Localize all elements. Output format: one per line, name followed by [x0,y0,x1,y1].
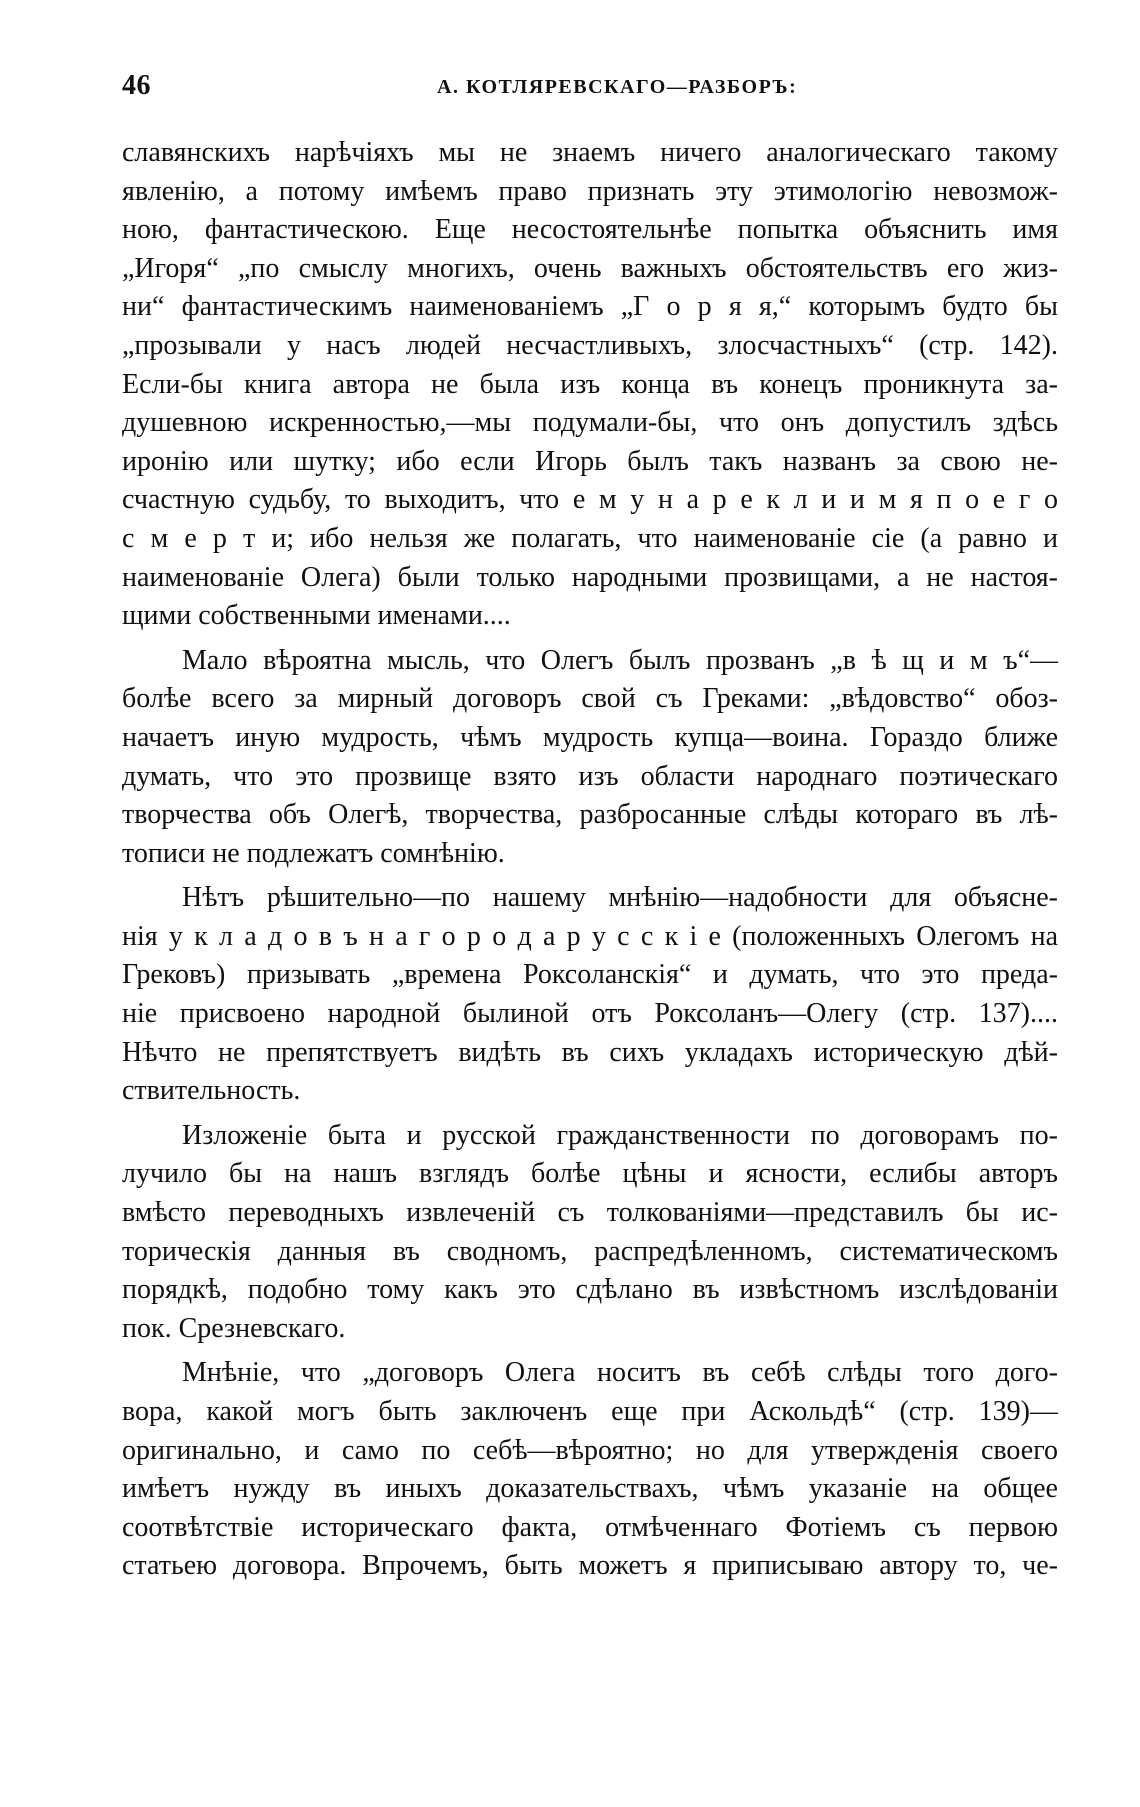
text-line: с м е р т и; ибо нельзя же полагать, что наименованіе сіе (а равно и [122,522,1058,554]
text-line: счастную судьбу, то выходитъ, что е м у н а р е к л и и м я п о е г о [122,484,1058,516]
text-line: вмѣсто переводныхъ извлеченій съ толкованіями—представилъ бы ис- [122,1197,1058,1229]
text-line: Если-бы книга автора не была изъ конца въ конецъ проникнута за- [122,368,1058,400]
text-line: душевною искренностью,—мы подумали-бы, что онъ допустилъ здѣсь [122,407,1058,439]
text-line: Изложеніе быта и русской гражданственности по договорамъ по- [182,1119,1058,1151]
text-line: порядкѣ, подобно тому какъ это сдѣлано въ извѣстномъ изслѣдованіи [122,1274,1058,1306]
paragraph [122,1117,1058,1349]
text-line: ною, фантастическою. Еще несостоятельнѣе попытка объяснить имя [122,214,1058,246]
text-line: нія у к л а д о в ъ н а г о р о д а р у с с к і е (положенныхъ Олегомъ на [122,920,1058,952]
text-line: статьею договора. Впрочемъ, быть можетъ я приписываю автору то, че- [122,1550,1058,1582]
text-line: славянскихъ нарѣчіяхъ мы не знаемъ ничего аналогическаго такому [122,137,1058,168]
text-line: вора, какой могъ быть заключенъ еще при Аскольдѣ“ (стр. 139)— [122,1396,1058,1427]
page-number: 46 [122,70,151,101]
text-line: „Игоря“ „по смыслу многихъ, очень важныхъ обстоятельствъ его жиз- [122,252,1058,284]
text-line: ніе присвоено народной былиной отъ Роксоланъ—Олегу (стр. 137).... [122,998,1058,1030]
running-head: А. КОТЛЯРЕВСКАГО—РАЗБОРЪ: [437,76,798,98]
paragraph [122,134,1058,636]
text-line: оригинально, и само по себѣ—вѣроятно; но для утвержденія своего [122,1434,1058,1466]
text-line: творчества объ Олегѣ, творчества, разбросанные слѣды котораго въ лѣ- [122,799,1058,831]
text-line: Нѣтъ рѣшительно—по нашему мнѣнію—надобности для объясне- [182,882,1058,914]
text-line: думать, что это прозвище взято изъ области народнаго поэтическаго [122,760,1058,792]
text-line: ни“ фантастическимъ наименованіемъ „Г о р я я,“ которымъ будто бы [122,291,1058,323]
body-text [122,134,1058,1586]
text-line: Мало вѣроятна мысль, что Олегъ былъ прозванъ „в ѣ щ и м ъ“— [182,644,1058,676]
paragraph [122,879,1058,1111]
paragraph [122,1354,1058,1586]
text-line: ствительность. [122,1075,301,1107]
text-line: соотвѣтствіе историческаго факта, отмѣченнаго Фотіемъ съ первою [122,1511,1058,1543]
text-line: Грековъ) призывать „времена Роксоланскія“ и думать, что это преда- [122,959,1058,991]
text-line: имѣетъ нужду въ иныхъ доказательствахъ, чѣмъ указаніе на общее [122,1473,1058,1505]
text-line: иронію или шутку; ибо если Игорь былъ такъ названъ за свою не- [122,445,1058,477]
text-line: Мнѣніе, что „договоръ Олега носитъ въ себѣ слѣды того дого- [182,1357,1058,1389]
text-line: Нѣчто не препятствуетъ видѣть въ сихъ укладахъ историческую дѣй- [122,1036,1058,1068]
text-line: болѣе всего за мирный договоръ свой съ Греками: „вѣдовство“ обоз- [122,683,1058,715]
page-header [122,70,1058,104]
text-line: лучило бы на нашъ взглядъ болѣе цѣны и ясности, еслибы авторъ [122,1158,1058,1190]
text-line: торическія данныя въ сводномъ, распредѣленномъ, систематическомъ [122,1235,1058,1267]
text-line: щими собственными именами.... [122,600,511,632]
text-line: наименованіе Олега) были только народными прозвищами, а не настоя- [122,561,1058,593]
text-line: тописи не подлежатъ сомнѣнію. [122,837,505,869]
paragraph [122,642,1058,874]
text-line: „прозывали у насъ людей несчастливыхъ, злосчастныхъ“ (стр. 142). [122,329,1058,361]
text-line: пок. Срезневскаго. [122,1312,346,1344]
text-line: начаетъ иную мудрость, чѣмъ мудрость купца—воина. Гораздо ближе [122,721,1058,753]
text-line: явленію, а потому имѣемъ право признать эту этимологію невозмож- [122,175,1058,207]
